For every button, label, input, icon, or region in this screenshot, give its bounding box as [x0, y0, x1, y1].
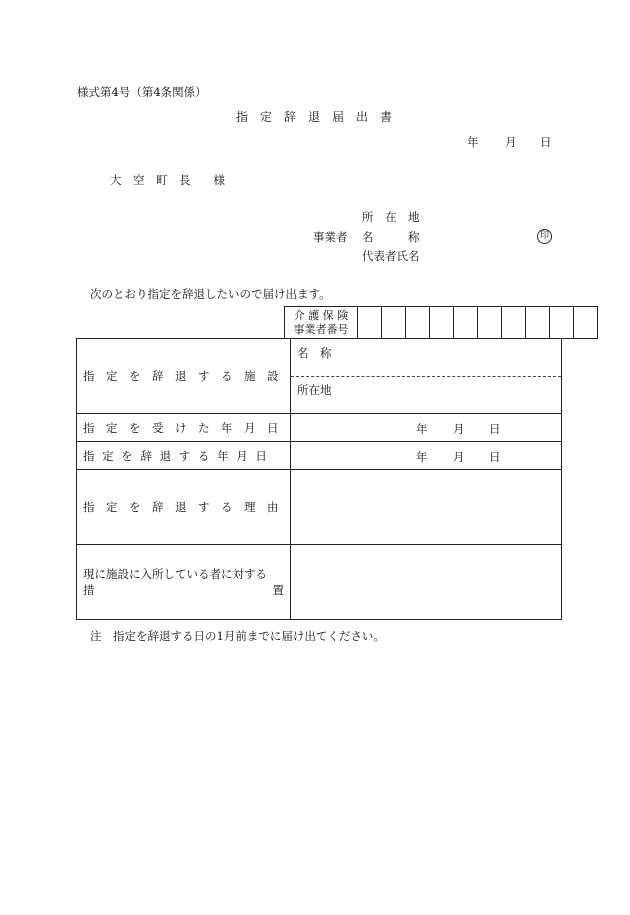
reason-cell[interactable] — [291, 470, 562, 545]
insurer-number-grid — [284, 306, 598, 339]
measures-label-line1: 現に施設に入所している者に対する — [83, 567, 267, 581]
measures-label — [77, 545, 291, 620]
digit-box[interactable] — [454, 307, 478, 339]
applicant-representative-label: 代表者氏名 — [362, 249, 420, 263]
withdraw-date-cell[interactable] — [291, 442, 562, 470]
seal-icon: 印 — [537, 229, 552, 244]
digit-box[interactable] — [550, 307, 574, 339]
measures-label-line2: 措 置 — [83, 583, 284, 597]
day-label: 日 — [489, 450, 501, 464]
note-text: 注 指定を辞退する日の1月前までに届け出てください。 — [90, 629, 385, 643]
date-day: 日 — [540, 135, 552, 149]
received-date-label: 指 定 を 受 け た 年 月 日 — [77, 414, 291, 442]
received-date-cell[interactable] — [291, 414, 562, 442]
facility-label: 指 定 を 辞 退 す る 施 設 — [77, 339, 291, 414]
facility-address-label: 所在地 — [297, 383, 332, 397]
date-year: 年 — [467, 135, 479, 149]
reason-label: 指 定 を 辞 退 す る 理 由 — [77, 470, 291, 545]
facility-cell[interactable] — [291, 339, 562, 414]
month-label: 月 — [453, 450, 465, 464]
form-number: 様式第4号（第4条関係） — [77, 85, 207, 99]
table-row — [77, 442, 562, 470]
intro-text: 次のとおり指定を辞退したいので届け出ます。 — [90, 287, 331, 301]
digit-box[interactable] — [574, 307, 598, 339]
withdrawal-table — [76, 338, 562, 620]
table-row — [77, 470, 562, 545]
table-row — [77, 414, 562, 442]
table-row — [77, 545, 562, 620]
measures-cell[interactable] — [291, 545, 562, 620]
applicant-name-label: 名 称 — [362, 230, 420, 244]
document-title: 指 定 辞 退 届 出 書 — [236, 110, 393, 124]
digit-box[interactable] — [502, 307, 526, 339]
date-month: 月 — [505, 135, 517, 149]
year-label: 年 — [416, 422, 428, 436]
digit-box[interactable] — [526, 307, 550, 339]
addressee: 大 空 町 長 様 — [110, 173, 225, 187]
digit-box[interactable] — [478, 307, 502, 339]
withdraw-date-label: 指 定 を 辞 退 す る 年 月 日 — [77, 442, 291, 470]
digit-box[interactable] — [382, 307, 406, 339]
year-label: 年 — [416, 450, 428, 464]
divider — [291, 376, 561, 377]
table-row — [77, 339, 562, 414]
digit-box[interactable] — [358, 307, 382, 339]
digit-box[interactable] — [406, 307, 430, 339]
insurer-number-label: 介 護 保 険 事業者番号 — [285, 307, 358, 339]
digit-box[interactable] — [430, 307, 454, 339]
applicant-label: 事業者 — [313, 230, 348, 244]
facility-name-label: 名 称 — [297, 346, 332, 360]
applicant-location-label: 所 在 地 — [362, 210, 420, 224]
month-label: 月 — [453, 422, 465, 436]
day-label: 日 — [489, 422, 501, 436]
